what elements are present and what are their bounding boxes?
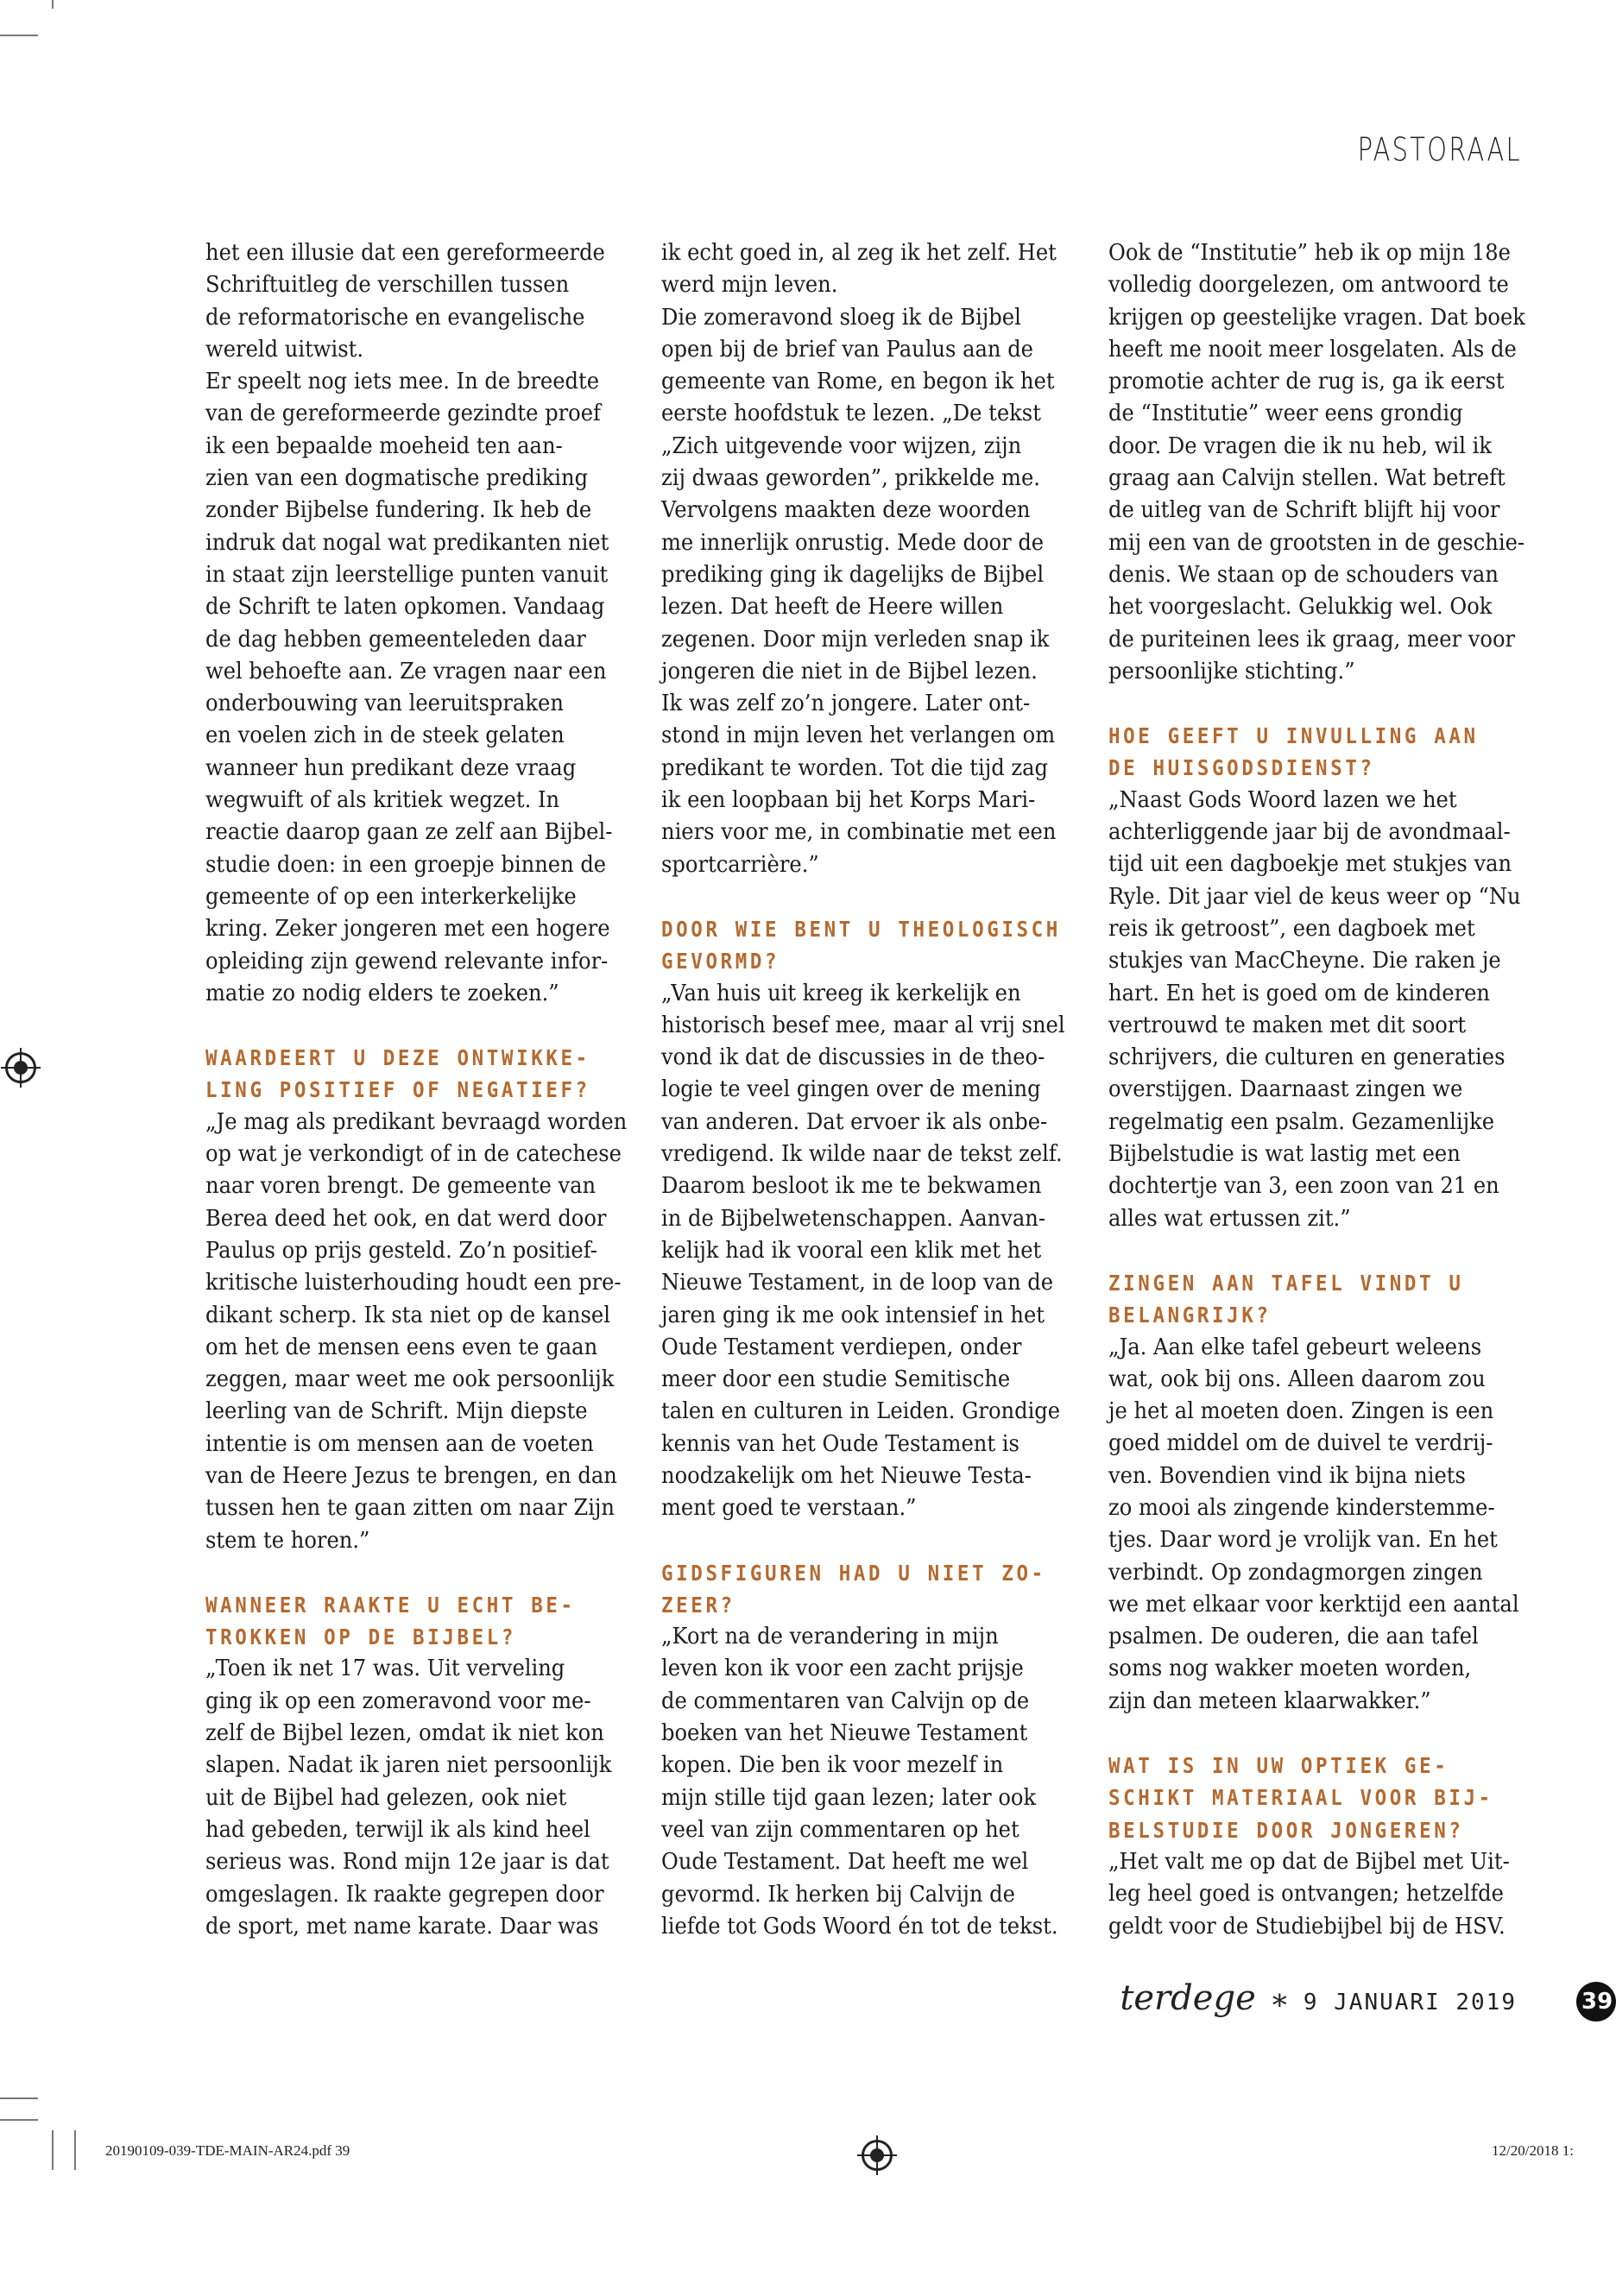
body-paragraph: „Het valt me op dat de Bijbel met Uit- leg heel goed is ontvangen; hetzelfde geldt voor de Studiebijbel bij de HSV. [1108,1848,1510,1940]
body-paragraph: „Naast Gods Woord lazen we het achterliggende jaar bij de avondmaal- tijd uit een dagboekje met stukjes van Ryle. Dit jaar viel de keus weer op “Nu reis ik getroost”, een dagboek met stukjes van MacCheyne. Die raken je hart. En het is goed om de kinderen vertrouwd te maken met dit soort schrijvers, die culturen en generaties overstijgen. Daarnaast zingen we regelmatig een psalm. Gezamenlijke Bijbelstudie is wat lastig met een dochtertje van 3, een zoon van 21 en alles wat ertussen zit.” [1108,786,1521,1232]
question-heading: HOE GEEFT U INVULLING AAN DE HUISGODSDIENST? [1108,723,1479,781]
magazine-logo: terdege [1120,1978,1256,2018]
crop-mark-bottom-left-v [52,2130,54,2170]
body-paragraph: „Kort na de verandering in mijn leven kon ik voor een zacht prijsje de commentaren van Calvijn op de boeken van het Nieuwe Testament kopen. Die ben ik voor mezelf in mijn stille tijd gaan lezen; later ook veel van zijn commentaren op het Oude Testament. Dat heeft me wel gevormd. Ik herken bij Calvijn de liefde tot Gods Woord én tot de tekst. [661,1624,1058,1940]
page-footer [1120,1978,1517,2018]
crop-mark-bottom-left-h2 [0,2119,38,2121]
crop-mark-bottom-left-h [0,2097,38,2099]
body-paragraph: „Toen ik net 17 was. Uit verveling ging ik op een zomeravond voor me- zelf de Bijbel lezen, omdat ik niet kon slapen. Nadat ik jaren niet persoonlijk uit de Bijbel had gelezen, ook niet had gebeden, terwijl ik als kind heel serieus was. Rond mijn 12e jaar is dat omgeslagen. Ik raakte gegrepen door de sport, met name karate. Daar was [205,1656,612,1940]
question-heading: ZINGEN AAN TAFEL VINDT U BELANGRIJK? [1108,1270,1464,1328]
asterisk-separator: ∗ [1269,1983,1290,2017]
crop-mark-top-left-v [52,0,54,9]
print-slug-timestamp: 12/20/2018 1: [1492,2142,1574,2159]
article-column-1 [205,237,637,1943]
question-heading: DOOR WIE BENT U THEOLOGISCH GEVORMD? [661,916,1061,975]
body-paragraph: het een illusie dat een gereformeerde Schriftuitleg de verschillen tussen de reformatorische en evangelische wereld uitwist. Er speelt nog iets mee. In de breedte van de gereformeerde gezindte proef ik een bepaalde moeheid ten aan- zien van een dogmatische prediking zonder Bijbelse fundering. Ik heb de indruk dat nogal wat predikanten niet in staat zijn leerstellige punten vanuit de Schrift te laten opkomen. Vandaag de dag hebben gemeenteleden daar wel behoefte aan. Ze vragen naar een onderbouwing van leeruitspraken en voelen zich in de steek gelaten wanneer hun predikant deze vraag wegwuift of als kritiek wegzet. In reactie daarop gaan ze zelf aan Bijbel- studie doen: in een groepje binnen de gemeente of op een interkerkelijke kring. Zeker jongeren met een hogere opleiding zijn gewend relevante infor- matie zo nodig elders te zoeken.” [205,240,613,1006]
body-paragraph: „Je mag als predikant bevraagd worden op wat je verkondigt of in de catechese naar voren brengt. De gemeente van Berea deed het ook, en dat werd door Paulus op prijs gesteld. Zo’n positief- kritische luisterhouding houdt een pre- dikant scherp. Ik sta niet op de kansel om het de mensen eens even te gaan zeggen, maar weet me ook persoonlijk leerling van de Schrift. Mijn diepste intentie is om mensen aan de voeten van de Heere Jezus te brengen, en dan tussen hen te gaan zitten om naar Zijn stem te horen.” [205,1108,628,1554]
question-heading: WAARDEERT U DEZE ONTWIKKE- LING POSITIEF OF NEGATIEF? [205,1045,590,1103]
article-column-3 [1108,237,1540,1943]
page-number: 39 [1576,1982,1616,2022]
crop-mark-top-left-h [0,35,38,36]
question-heading: GIDSFIGUREN HAD U NIET ZO- ZEER? [661,1560,1046,1618]
registration-mark-bottom [862,2140,893,2171]
crop-mark-bottom-left-v2 [74,2130,76,2170]
section-label: PASTORAAL [1357,131,1522,168]
registration-mark-left [5,1052,36,1083]
issue-date: 9 JANUARI 2019 [1303,1990,1517,2015]
body-paragraph: „Ja. Aan elke tafel gebeurt weleens wat, ook bij ons. Alleen daarom zou je het al moeten doen. Zingen is een goed middel om de duivel te verdrij- ven. Bovendien vind ik bijna niets zo mooi als zingende kinderstemme- tjes. Daar word je vrolijk van. En het verbindt. Op zondagmorgen zingen we met elkaar voor kerktijd een aantal psalmen. De ouderen, die aan tafel soms nog wakker moeten worden, zijn dan meteen klaarwakker.” [1108,1334,1519,1714]
print-slug-file: 20190109-039-TDE-MAIN-AR24.pdf 39 [105,2142,350,2159]
question-heading: WAT IS IN UW OPTIEK GE- SCHIKT MATERIAAL VOOR BIJ- BELSTUDIE DOOR JONGEREN? [1108,1753,1493,1843]
body-paragraph: Ook de “Institutie” heb ik op mijn 18e volledig doorgelezen, om antwoord te krijgen op geestelijke vragen. Dat boek heeft me nooit meer losgelaten. Als de promotie achter de rug is, ga ik eerst de “Institutie” weer eens grondig door. De vragen die ik nu heb, wil ik graag aan Calvijn stellen. Wat betreft de uitleg van de Schrift blijft hij voor mij een van de grootsten in de geschie- denis. We staan op de schouders van het voorgeslacht. Gelukkig wel. Ook de puriteinen lees ik graag, meer voor persoonlijke stichting.” [1108,240,1525,684]
question-heading: WANNEER RAAKTE U ECHT BE- TROKKEN OP DE BIJBEL? [205,1592,576,1650]
article-column-2 [661,237,1093,1943]
body-paragraph: ik echt goed in, al zeg ik het zelf. Het werd mijn leven. Die zomeravond sloeg ik de Bijbel open bij de brief van Paulus aan de gemeente van Rome, en begon ik het eerste hoofdstuk te lezen. „De tekst „Zich uitgevende voor wijzen, zijn zij dwaas geworden”, prikkelde me. Vervolgens maakten deze woorden me innerlijk onrustig. Mede door de prediking ging ik dagelijks de Bijbel lezen. Dat heeft de Heere willen zegenen. Door mijn verleden snap ik jongeren die niet in de Bijbel lezen. Ik was zelf zo’n jongere. Later ont- stond in mijn leven het verlangen om predikant te worden. Tot die tijd zag ik een loopbaan bij het Korps Mari- niers voor me, in combinatie met een sportcarrière.” [661,240,1057,878]
body-paragraph: „Van huis uit kreeg ik kerkelijk en historisch besef mee, maar al vrij snel vond ik dat de discussies in de theo- logie te veel gingen over de mening van anderen. Dat ervoer ik als onbe- vredigend. Ik wilde naar de tekst zelf. Daarom besloot ik me te bekwamen in de Bijbelwetenschappen. Aanvan- kelijk had ik vooral een klik met het Nieuwe Testament, in de loop van de jaren ging ik me ook intensief in het Oude Testament verdiepen, onder meer door een studie Semitische talen en culturen in Leiden. Grondige kennis van het Oude Testament is noodzakelijk om het Nieuwe Testa- ment goed te verstaan.” [661,980,1065,1522]
